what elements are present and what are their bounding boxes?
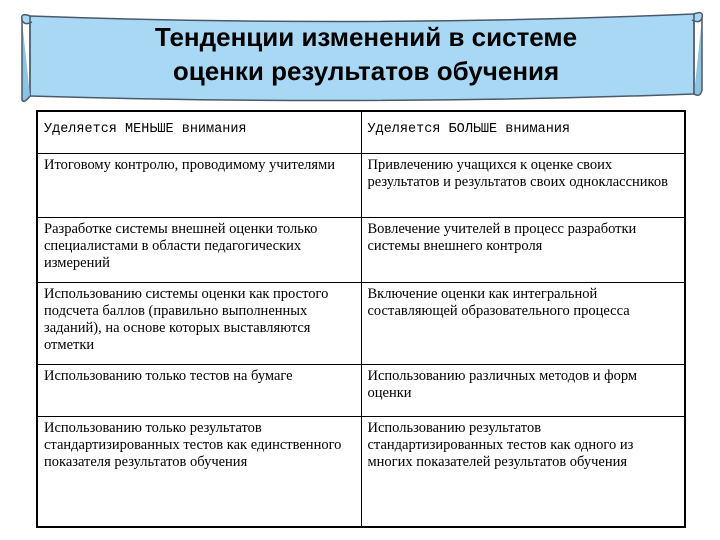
table-row [37,283,685,365]
header-more: Уделяется БОЛЬШЕ внимания [361,111,685,154]
cell-less: Разработке системы внешней оценки только специалистами в области педагогических измерений [37,218,361,283]
table-header-row [37,111,685,154]
table-row [37,218,685,283]
cell-less: Использованию только результатов стандартизированных тестов как единственного показателя результатов обучения [37,417,361,527]
cell-less: Использованию системы оценки как простого подсчета баллов (правильно выполненных заданий), на основе которых выставляются отметки [37,283,361,365]
cell-more: Использованию различных методов и форм оценки [361,365,685,417]
cell-more: Включение оценки как интегральной составляющей образовательного процесса [361,283,685,365]
header-less: Уделяется МЕНЬШЕ внимания [37,111,361,154]
page-title [56,20,676,88]
cell-more: Привлечению учащихся к оценке своих результатов и результатов своих одноклассников [361,154,685,218]
cell-less: Итоговому контролю, проводимому учителями [37,154,361,218]
title-banner [16,6,708,106]
title-line-2: оценки результатов обучения [172,56,560,86]
table-row [37,417,685,527]
cell-more: Вовлечение учителей в процесс разработки системы внешнего контроля [361,218,685,283]
cell-more: Использованию результатов стандартизированных тестов как одного из многих показателей результатов обучения [361,417,685,527]
table-row [37,365,685,417]
cell-less: Использованию только тестов на бумаге [37,365,361,417]
title-line-1: Тенденции изменений в системе [154,22,578,52]
trends-table [36,110,686,528]
table-row [37,154,685,218]
